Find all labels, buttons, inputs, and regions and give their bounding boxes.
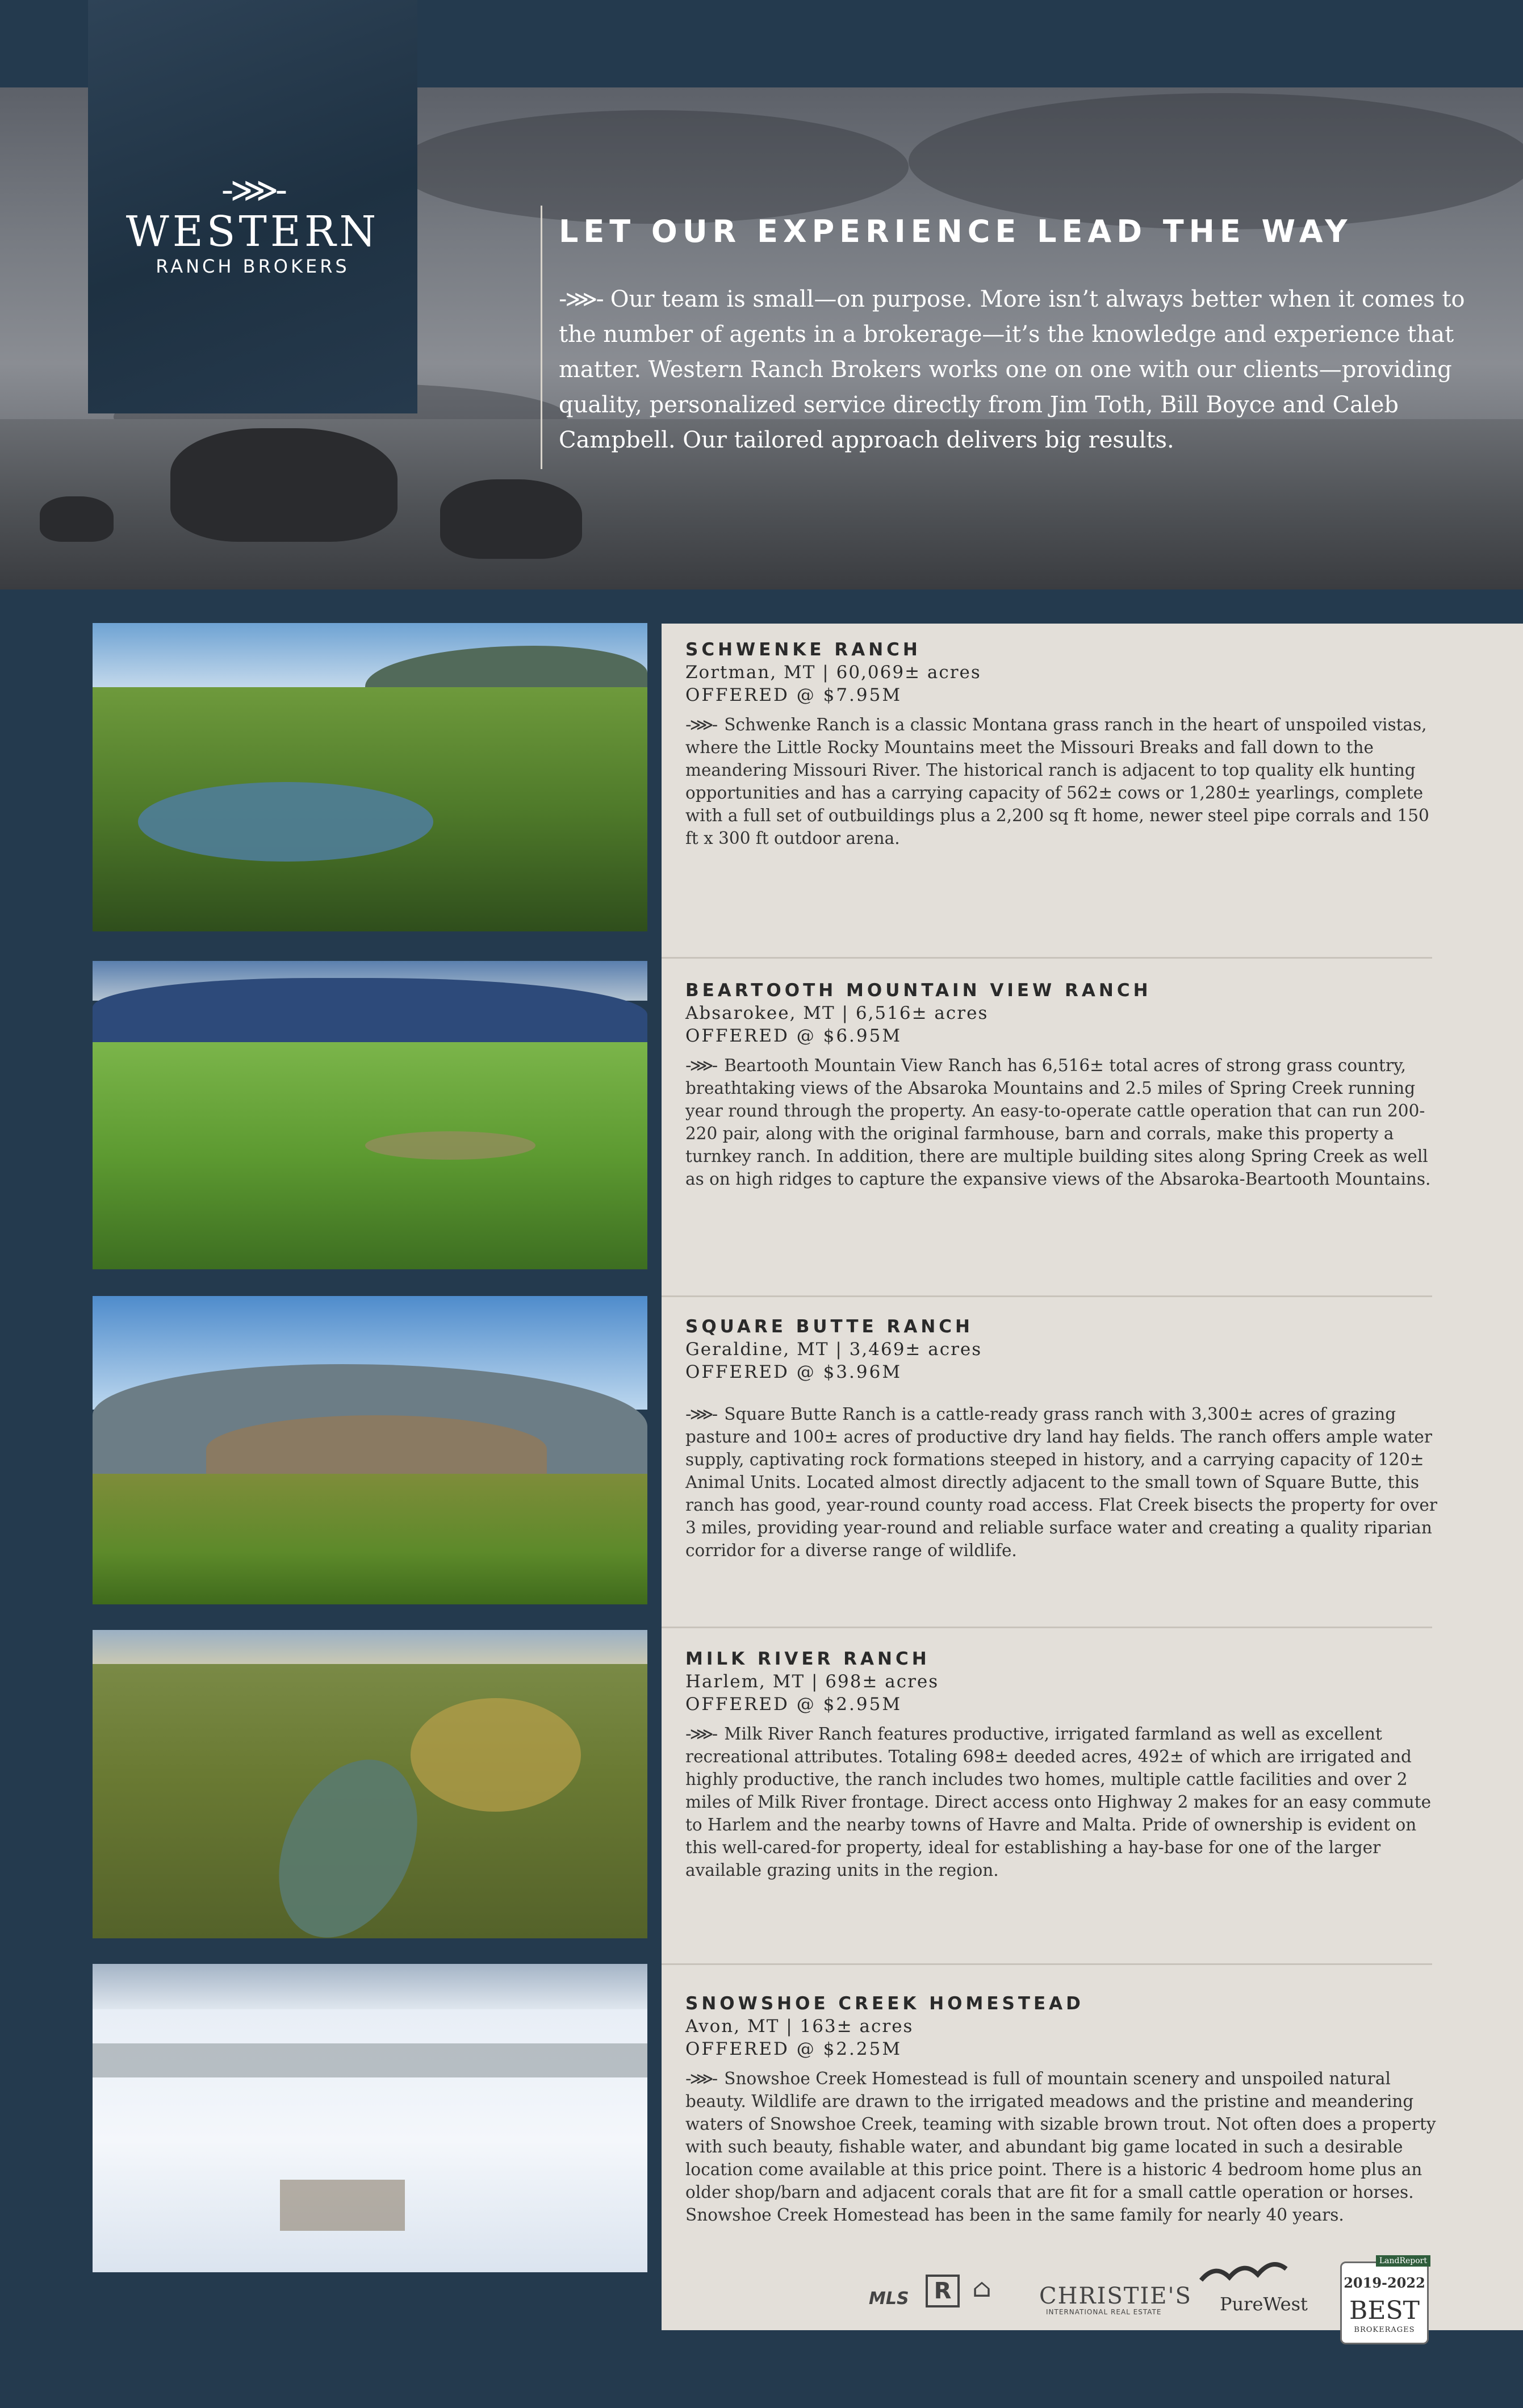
hero-title: LET OUR EXPERIENCE LEAD THE WAY: [559, 214, 1353, 249]
listing-schwenke: [685, 638, 1446, 850]
arrow-mark-icon: -⋙-: [685, 1056, 717, 1075]
listing-price: OFFERED @ $2.95M: [685, 1694, 902, 1715]
cow-silhouette: [170, 428, 398, 542]
brand-mark-icon: -⋙-: [221, 170, 284, 210]
brand-subtitle: RANCH BROKERS: [156, 256, 350, 277]
calf-silhouette: [40, 496, 114, 542]
award-source: LandReport: [1376, 2255, 1430, 2267]
listing-location: Zortman, MT | 60,069± acres: [685, 662, 981, 683]
hero-divider: [541, 206, 542, 469]
listing-photo-beartooth: [93, 961, 647, 1269]
listing-beartooth: [685, 979, 1446, 1190]
listing-name: SCHWENKE RANCH: [685, 639, 921, 660]
mls-logo: MLS: [869, 2289, 909, 2309]
listing-price: OFFERED @ $3.96M: [685, 1362, 902, 1382]
arrow-mark-icon: -⋙-: [685, 1404, 717, 1424]
arrow-mark-icon: -⋙-: [559, 286, 602, 312]
listing-photo-milk-river: [93, 1630, 647, 1938]
award-subtitle: BROKERAGES: [1354, 2326, 1415, 2334]
listing-location: Avon, MT | 163± acres: [685, 2016, 914, 2037]
listing-milk-river: [685, 1648, 1446, 1882]
listing-description: -⋙- Snowshoe Creek Homestead is full of mountain scenery and unspoiled natural beauty. Wildlife are drawn to the irrigated meadows and the pristine and meandering waters of Snowshoe Creek, teaming with sizable brown trout. Not often does a property with such beauty, fishable water, and abundant big game located in such a desirable location come available at this price point. There is a historic 4 bedroom home plus an older shop/barn and adjacent corals that are fit for a small cattle operation or horses. Snowshoe Creek Homestead has been in the same family for nearly 40 years.: [685, 2069, 1436, 2225]
listing-square-butte: [685, 1315, 1446, 1562]
brand-name: WESTERN: [125, 207, 380, 256]
listing-name: BEARTOOTH MOUNTAIN VIEW RANCH: [685, 980, 1152, 1001]
calf-silhouette: [440, 479, 582, 559]
listing-description: -⋙- Milk River Ranch features productive, irrigated farmland as well as excellent recreational attributes. Totaling 698± deeded acres, 492± of which are irrigated and highly productive, the ranch includes two homes, multiple cattle facilities and over 2 miles of Milk River frontage. Direct access onto Highway 2 makes for an easy commute to Harlem and the nearby towns of Havre and Malta. Pride of ownership is evident on this well-cared-for property, ideal for establishing a hay-base for one of the larger available grazing units in the region.: [685, 1724, 1432, 1880]
arrow-mark-icon: -⋙-: [685, 2069, 717, 2088]
hero-intro: [559, 282, 1467, 458]
listing-description: -⋙- Beartooth Mountain View Ranch has 6,516± total acres of strong grass country, breathtaking views of the Absaroka Mountains and 2.5 miles of Spring Creek running year round through the property. An easy-to-operate cattle operation that can run 200-220 pair, along with the original farmhouse, barn and corrals, make this property a turnkey ranch. In addition, there are multiple building sites along Spring Creek as well as on high ridges to capture the expansive views of the Absaroka-Beartooth Mountains.: [685, 1056, 1431, 1189]
cloud-shape: [909, 93, 1523, 229]
divider: [662, 1295, 1432, 1297]
arrow-mark-icon: -⋙-: [685, 715, 717, 734]
partner-logos: [869, 2249, 1437, 2334]
brand-banner: [88, 0, 417, 413]
listing-description: -⋙- Square Butte Ranch is a cattle-ready grass ranch with 3,300± acres of grazing pasture and 100± acres of productive dry land hay fields. The ranch offers ample water supply, captivating rock formations steeped in history, and a carrying capacity of 120± Animal Units. Located almost directly adjacent to the small town of Square Butte, this ranch has good, year-round county road access. Flat Creek bisects the property for over 3 miles, providing year-round and reliable surface water and creating a quality riparian corridor for a diverse range of wildlife.: [685, 1404, 1437, 1560]
listing-description: -⋙- Schwenke Ranch is a classic Montana grass ranch in the heart of unspoiled vistas, where the Little Rocky Mountains meet the Missouri Breaks and fall down to the meandering Missouri River. The historical ranch is adjacent to top quality elk hunting opportunities and has a carrying capacity of 562± cows or 1,280± yearlings, complete with a full set of outbuildings plus a 2,200 sq ft home, newer steel pipe corrals and 150 ft x 300 ft outdoor arena.: [685, 715, 1429, 848]
purewest-mark-icon: [1198, 2258, 1289, 2286]
listing-location: Absarokee, MT | 6,516± acres: [685, 1003, 989, 1023]
christies-subtitle: INTERNATIONAL REAL ESTATE: [1046, 2308, 1162, 2316]
listing-photo-square-butte: [93, 1296, 647, 1604]
equal-housing-icon: ⌂: [972, 2274, 991, 2303]
listing-price: OFFERED @ $7.95M: [685, 685, 902, 705]
listing-location: Geraldine, MT | 3,469± acres: [685, 1339, 982, 1360]
realtor-logo: R: [926, 2275, 960, 2307]
award-title: BEST: [1349, 2296, 1420, 2325]
listing-name: SNOWSHOE CREEK HOMESTEAD: [685, 1993, 1084, 2014]
listing-name: MILK RIVER RANCH: [685, 1649, 930, 1669]
divider: [662, 1627, 1432, 1628]
listing-photo-schwenke: [93, 623, 647, 931]
hero-intro-text: Our team is small—on purpose. More isn’t always better when it comes to the number of agents in a brokerage—it’s the knowledge and experience that matter. Western Ranch Brokers works one on one with our clients—providing quality, personalized service directly from Jim Toth, Bill Boyce and Caleb Campbell. Our tailored approach delivers big results.: [559, 286, 1465, 453]
listing-price: OFFERED @ $2.25M: [685, 2039, 902, 2059]
listing-location: Harlem, MT | 698± acres: [685, 1671, 939, 1692]
best-brokerages-badge: [1340, 2256, 1429, 2344]
listing-price: OFFERED @ $6.95M: [685, 1026, 902, 1046]
divider: [662, 957, 1432, 959]
award-years: 2019-2022: [1344, 2275, 1425, 2291]
divider: [662, 1963, 1432, 1965]
listing-snowshoe: [685, 1992, 1446, 2226]
christies-logo: CHRISTIE'S: [1039, 2283, 1192, 2309]
listing-photo-snowshoe: [93, 1964, 647, 2272]
purewest-logo: PureWest: [1220, 2293, 1308, 2315]
arrow-mark-icon: -⋙-: [685, 1724, 717, 1744]
cloud-shape: [398, 110, 909, 224]
listing-name: SQUARE BUTTE RANCH: [685, 1316, 974, 1337]
